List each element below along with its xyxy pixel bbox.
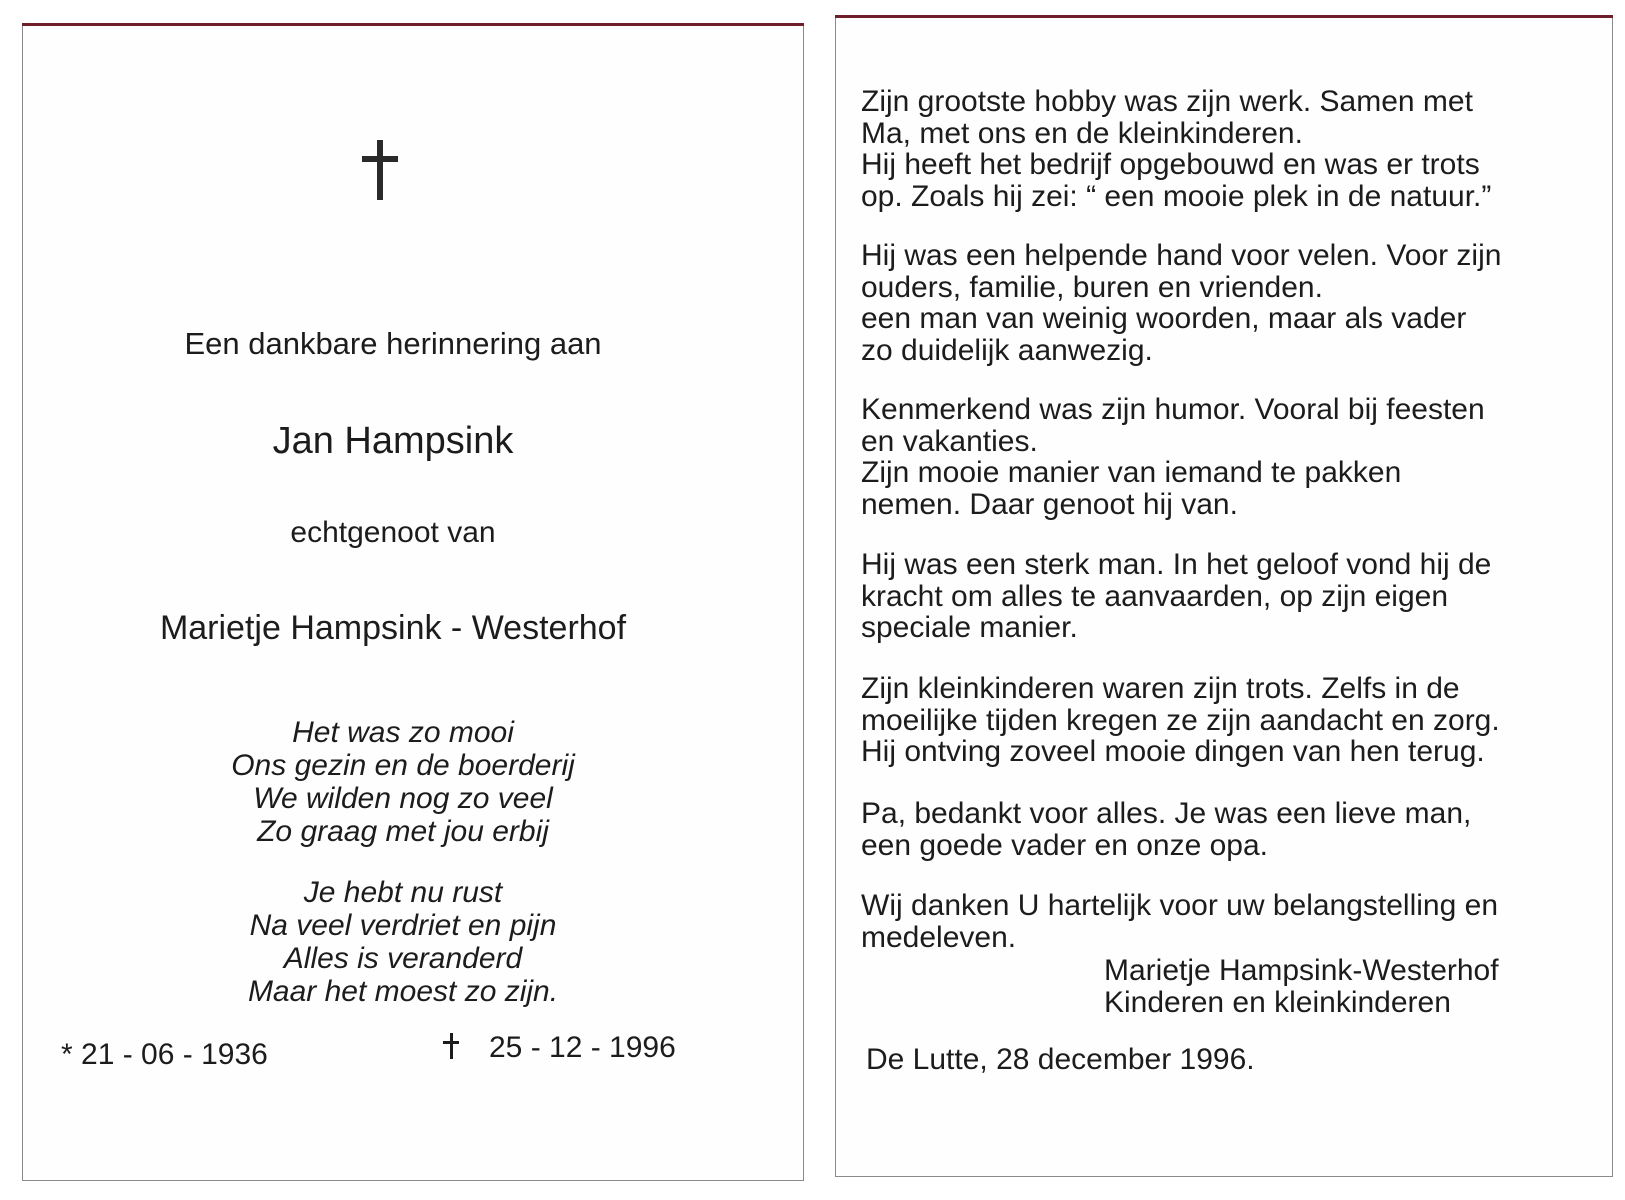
poem-line: Na veel verdriet en pijn <box>249 909 557 942</box>
memorial-card-front <box>22 26 804 1181</box>
poem-line: Alles is veranderd <box>283 942 523 975</box>
signature-line: Marietje Hampsink-Westerhof <box>1104 954 1499 987</box>
text-line: zo duidelijk aanwezig. <box>861 333 1153 367</box>
text-line: nemen. Daar genoot hij van. <box>861 487 1238 521</box>
paragraph-6 <box>861 798 1561 861</box>
death-date: 25 - 12 - 1996 <box>489 1031 676 1064</box>
signature <box>1104 955 1499 1019</box>
text-line: een man van weinig woorden, maar als vader <box>861 302 1467 335</box>
memorial-card-back <box>835 18 1613 1177</box>
poem-stanza-2 <box>23 876 783 1008</box>
relation-text: echtgenoot van <box>290 516 496 549</box>
signature-line: Kinderen en kleinkinderen <box>1104 986 1451 1019</box>
paragraph-2 <box>861 240 1561 366</box>
text-line: Wij danken U hartelijk voor uw belangstelling en <box>861 889 1499 922</box>
text-line: Ma, met ons en de kleinkinderen. <box>861 116 1303 150</box>
text-line: Hij was een sterk man. In het geloof vond hij de <box>861 548 1492 581</box>
cross-icon <box>362 140 398 200</box>
text-line: Kenmerkend was zijn humor. Vooral bij feesten <box>861 393 1485 426</box>
poem-line: Maar het moest zo zijn. <box>247 975 559 1008</box>
text-line: Hij heeft het bedrijf opgebouwd en was er trots <box>861 148 1480 181</box>
place-date: De Lutte, 28 december 1996. <box>866 1043 1255 1076</box>
deceased-name: Jan Hampsink <box>272 420 514 462</box>
poem-line: Ons gezin en de boerderij <box>231 749 575 782</box>
paragraph-5 <box>861 673 1561 768</box>
paragraph-4 <box>861 549 1561 644</box>
paragraph-7 <box>861 890 1561 953</box>
poem-line: Je hebt nu rust <box>303 876 503 909</box>
poem-line: Zo graag met jou erbij <box>257 815 549 848</box>
birth-date: * 21 - 06 - 1936 <box>61 1038 268 1071</box>
text-line: een goede vader en onze opa. <box>861 828 1269 862</box>
spouse-name: Marietje Hampsink - Westerhof <box>159 609 627 647</box>
text-line: moeilijke tijden kregen ze zijn aandacht en zorg. <box>861 703 1500 737</box>
poem-line: Het was zo mooi <box>292 716 514 749</box>
text-line: Pa, bedankt voor alles. Je was een lieve man, <box>861 797 1472 830</box>
poem-line: We wilden nog zo veel <box>253 782 553 815</box>
text-line: Hij was een helpende hand voor velen. Voor zijn <box>861 239 1502 272</box>
text-line: medeleven. <box>861 920 1017 954</box>
text-line: op. Zoals hij zei: “ een mooie plek in de natuur.” <box>861 179 1492 213</box>
paragraph-1 <box>861 86 1561 212</box>
text-line: ouders, familie, buren en vrienden. <box>861 270 1323 304</box>
text-line: kracht om alles te aanvaarden, op zijn eigen <box>861 579 1449 613</box>
text-line: Zijn mooie manier van iemand te pakken <box>861 456 1402 489</box>
text-line: Hij ontving zoveel mooie dingen van hen terug. <box>861 735 1485 768</box>
cross-icon <box>443 1033 459 1059</box>
text-line: Zijn grootste hobby was zijn werk. Samen met <box>861 85 1473 118</box>
intro-text: Een dankbare herinnering aan <box>184 326 602 361</box>
text-line: speciale manier. <box>861 611 1078 644</box>
text-line: en vakanties. <box>861 424 1038 458</box>
poem-stanza-1 <box>23 716 783 848</box>
paragraph-3 <box>861 394 1561 520</box>
text-line: Zijn kleinkinderen waren zijn trots. Zelfs in de <box>861 672 1460 705</box>
death-date-row <box>443 1031 676 1065</box>
